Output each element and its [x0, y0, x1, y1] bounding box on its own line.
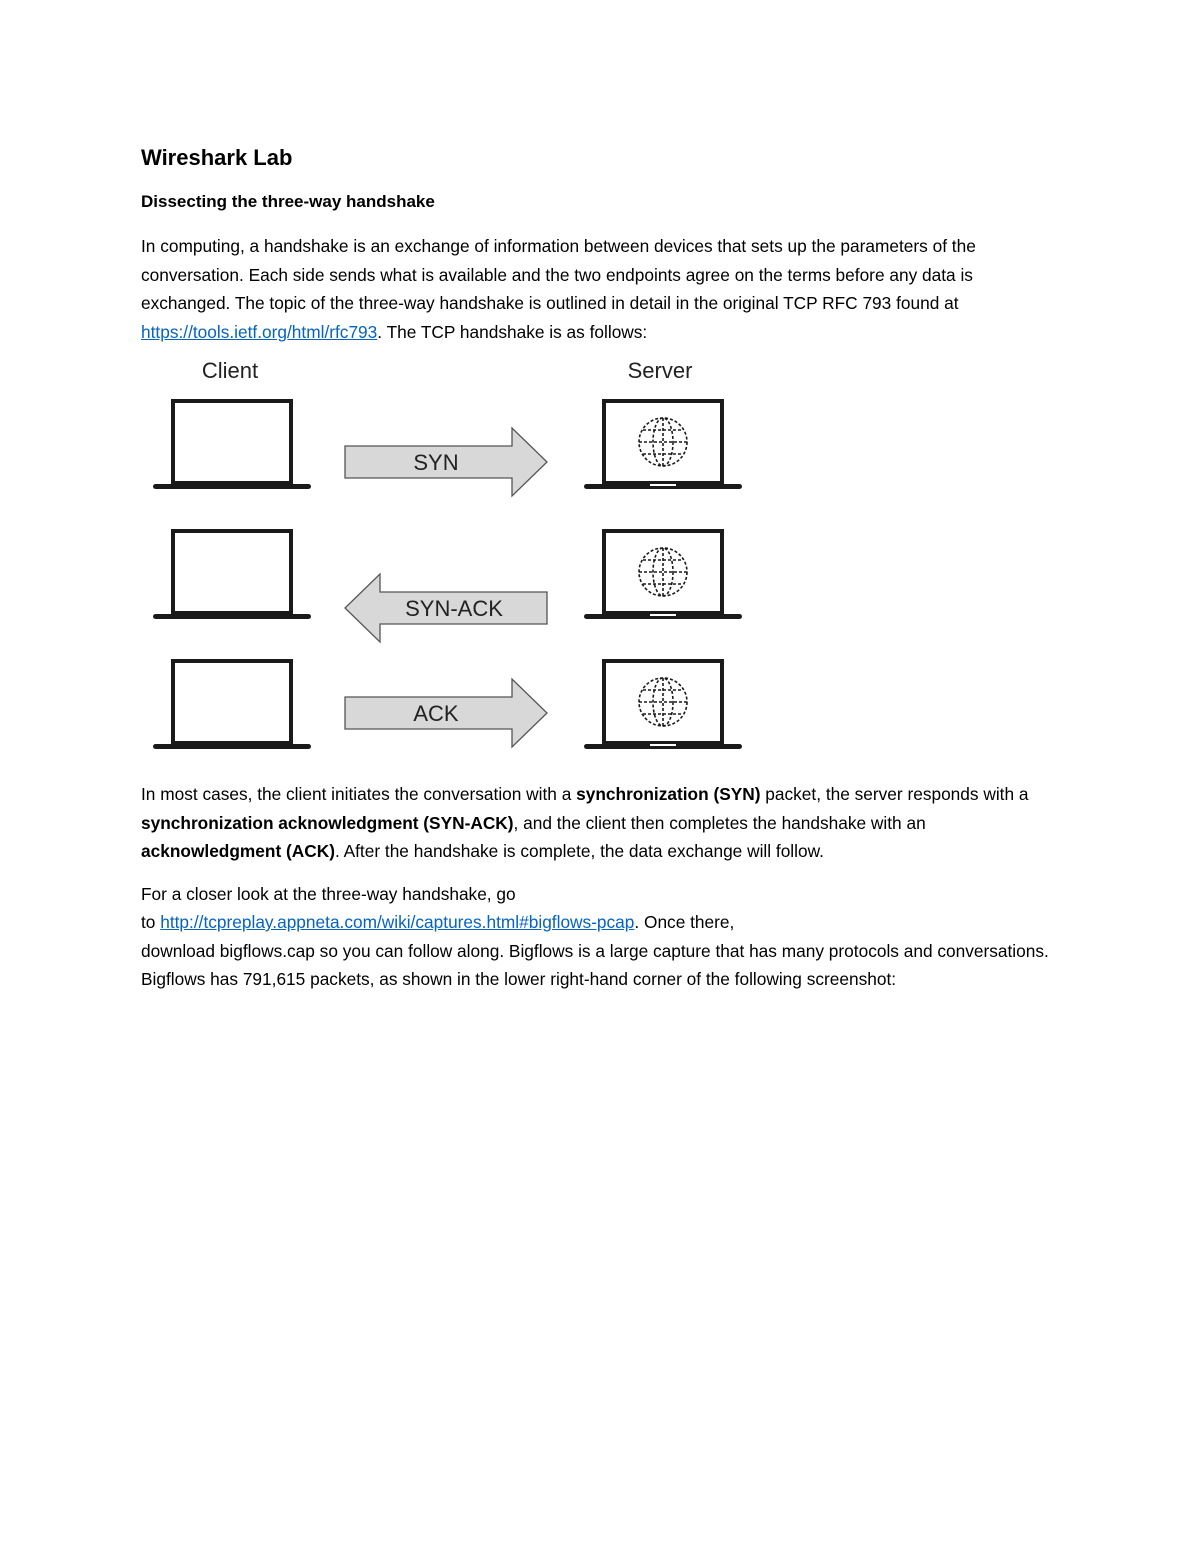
client-label: Client	[201, 358, 259, 383]
client-laptop-icon	[153, 661, 311, 749]
client-laptop-icon	[153, 531, 311, 619]
para2-text-1: In most cases, the client initiates the conversation with a	[141, 784, 577, 804]
para2-text-3: , and the client then completes the handshake with an	[513, 812, 926, 833]
intro-text-end: . The TCP handshake is as follows:	[377, 321, 648, 342]
para3-rest: download bigflows.cap so you can follow along. Bigflows is a large capture that has many protocols and conversations. Bigflows has 791,615 packets, as shown in the lower right-hand corner of the following screenshot:	[141, 940, 1049, 989]
server-laptop-icon	[584, 661, 742, 749]
server-laptop-icon	[584, 401, 742, 489]
intro-paragraph	[141, 232, 1061, 346]
rfc793-link[interactable]: https://tools.ietf.org/html/rfc793	[141, 321, 378, 342]
client-laptop-icon	[153, 401, 311, 489]
para3-line-1: For a closer look at the three-way handshake, go	[141, 883, 516, 904]
page-title: Wireshark Lab	[141, 145, 293, 170]
closer-look-paragraph	[141, 880, 1061, 994]
syn-ack-label: SYN-ACK	[405, 596, 503, 621]
term-syn-ack: synchronization acknowledgment (SYN-ACK)	[141, 812, 514, 833]
para3-after-link: . Once there,	[634, 912, 735, 932]
intro-text: In computing, a handshake is an exchange of information between devices that sets up the parameters of the conversation. Each side sends what is available and the two endpoints agree on the terms before any data is exchanged. The topic of the three-way handshake is outlined in detail in the original TCP RFC 793 found at	[141, 236, 976, 313]
para2-text-4: . After the handshake is complete, the data exchange will follow.	[334, 841, 824, 861]
term-ack: acknowledgment (ACK)	[141, 841, 335, 861]
section-heading: Dissecting the three-way handshake	[141, 192, 435, 211]
para3-to: to	[141, 912, 161, 932]
server-laptop-icon	[584, 531, 742, 619]
handshake-explanation-paragraph	[141, 780, 1061, 866]
term-syn: synchronization (SYN)	[576, 784, 761, 804]
server-label: Server	[627, 358, 693, 383]
ack-label: ACK	[413, 701, 459, 726]
document-page	[141, 140, 1061, 994]
para2-text-2: packet, the server responds with a	[760, 784, 1029, 804]
bigflows-link[interactable]: http://tcpreplay.appneta.com/wiki/captures.html#bigflows-pcap	[160, 912, 635, 932]
three-way-handshake-diagram	[141, 354, 761, 764]
syn-label: SYN	[413, 450, 459, 475]
